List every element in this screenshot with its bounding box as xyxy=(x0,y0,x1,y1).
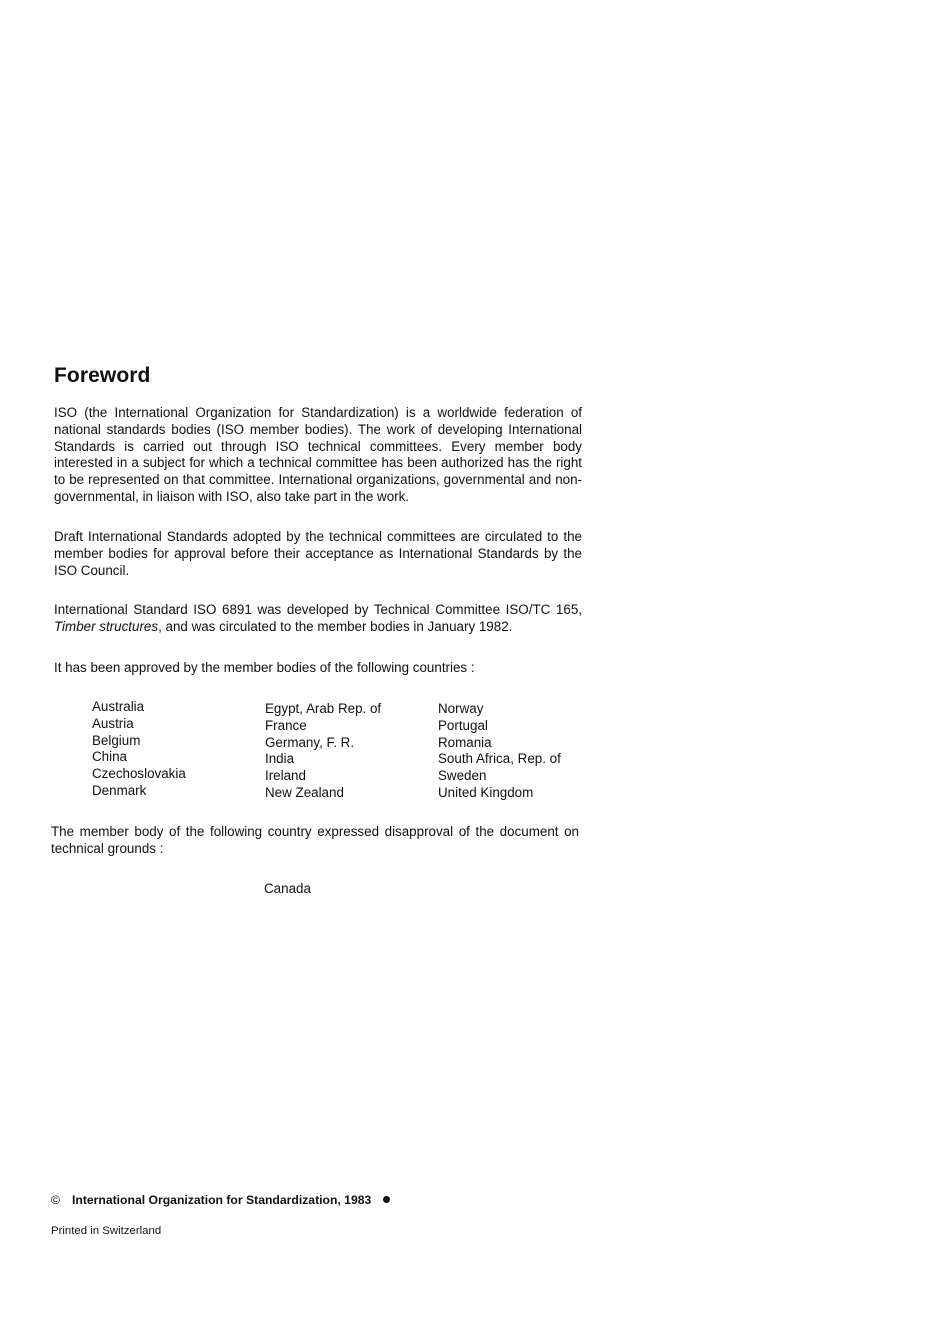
country-name: Belgium xyxy=(92,732,141,748)
disapproval-intro: The member body of the following country expressed disapproval of the document on technical grounds : xyxy=(51,824,579,856)
foreword-paragraph-draft-standards: Draft International Standards adopted by the technical committees are circulated to the member bodies for approval before their acceptance as International Standards by the ISO Council. xyxy=(54,529,582,578)
standard-origin-text: International Standard ISO 6891 was developed by Technical Committee ISO/TC 165, xyxy=(54,602,582,617)
bullet-icon xyxy=(383,1196,390,1203)
standard-origin-text-end: , and was circulated to the member bodies in January 1982. xyxy=(158,618,513,634)
country-column-2 xyxy=(265,701,381,802)
country-column-3 xyxy=(438,701,561,802)
copyright-text: International Organization for Standardization, 1983 xyxy=(71,1193,372,1207)
country-name: Egypt, Arab Rep. of xyxy=(265,701,382,716)
foreword-heading: Foreword xyxy=(54,364,151,387)
country-name: Germany, F. R. xyxy=(265,734,355,750)
copyright-line xyxy=(51,1193,390,1207)
country-name: Norway xyxy=(438,701,484,716)
country-name: United Kingdom xyxy=(438,784,534,800)
country-name: Denmark xyxy=(92,782,147,798)
printed-location: Printed in Switzerland xyxy=(51,1225,162,1237)
country-name: Austria xyxy=(92,715,134,731)
country-name: Sweden xyxy=(438,768,487,784)
country-name: New Zealand xyxy=(265,784,344,800)
foreword-paragraph-standard-origin xyxy=(54,602,582,636)
country-name: Czechoslovakia xyxy=(92,766,186,782)
country-name: South Africa, Rep. of xyxy=(438,751,561,767)
foreword-paragraph-iso-description: ISO (the International Organization for Standardization) is a worldwide federation of national standards bodies (ISO member bodies). The work of developing International Standards is carried out through ISO technical committees. Every member body interested in a subject for which a technical committee has been authorized has the right to be represented on that committee. International organizations, governmental and non-governmental, in liaison with ISO, also take part in the work. xyxy=(54,405,582,504)
country-name: France xyxy=(265,717,307,733)
country-name: Portugal xyxy=(438,717,488,733)
country-column-1 xyxy=(92,699,186,800)
country-name: China xyxy=(92,749,127,765)
country-name: Ireland xyxy=(265,768,306,784)
country-name: Romania xyxy=(438,734,492,750)
copyright-symbol: © xyxy=(51,1193,60,1207)
approval-intro: It has been approved by the member bodies of the following countries : xyxy=(54,660,475,675)
country-name: Australia xyxy=(92,699,145,714)
committee-title: Timber structures xyxy=(54,618,159,634)
country-name: India xyxy=(265,751,295,767)
disapproving-country: Canada xyxy=(264,881,311,896)
